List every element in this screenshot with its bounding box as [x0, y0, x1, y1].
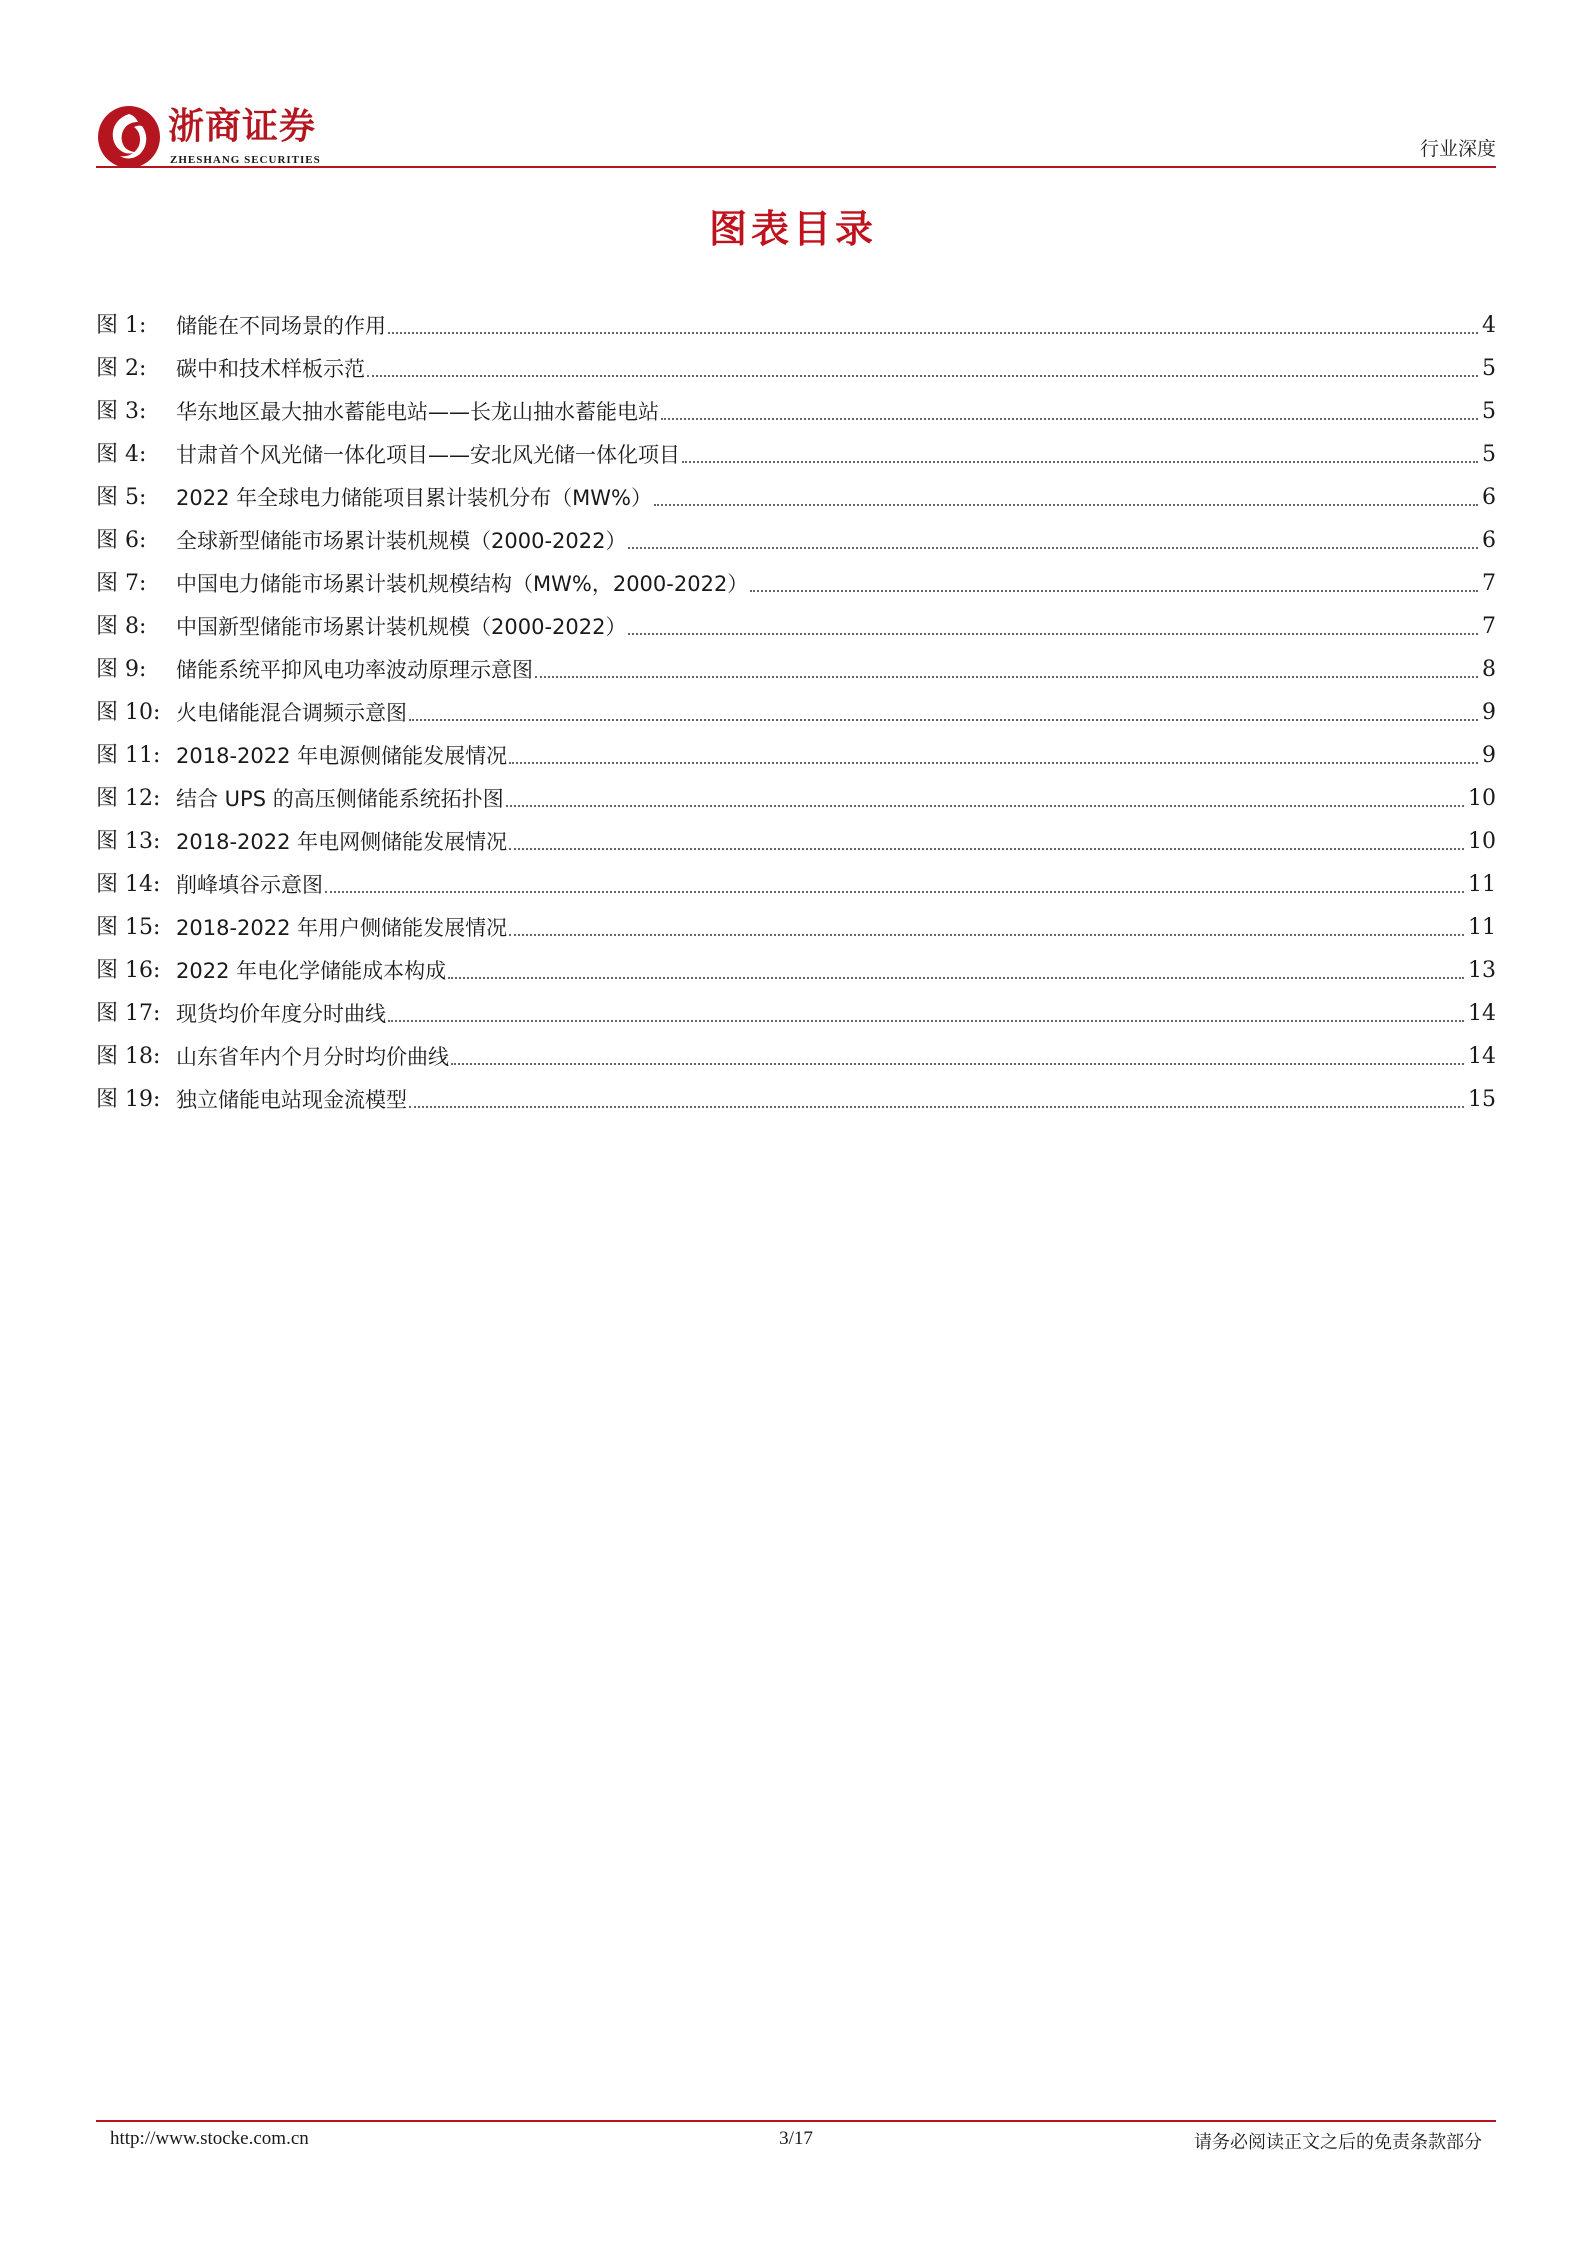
report-type-tag: 行业深度 [1419, 138, 1496, 160]
toc-entry-title: 2018-2022 年用户侧储能发展情况 [176, 916, 508, 940]
toc-entry-label: 图 12: [96, 786, 161, 811]
toc-entry-label: 图 1: [96, 313, 147, 338]
toc-entry-label: 图 3: [96, 399, 147, 424]
toc-entry-label: 图 16: [96, 958, 161, 983]
header-divider [96, 166, 1496, 168]
toc-entry[interactable] [96, 640, 1496, 683]
toc-entry[interactable] [96, 296, 1496, 339]
toc-leader-dots [388, 332, 1478, 334]
toc-leader-dots [367, 375, 1478, 377]
toc-entry-page: 11 [1468, 872, 1496, 897]
toc-entry-title: 2018-2022 年电源侧储能发展情况 [176, 744, 508, 768]
toc-entry-page: 4 [1482, 313, 1496, 338]
toc-leader-dots [509, 762, 1478, 764]
toc-entry-title: 2018-2022 年电网侧储能发展情况 [176, 830, 508, 854]
toc-entry-page: 10 [1468, 786, 1496, 811]
toc-entry-page: 8 [1482, 657, 1496, 682]
toc-leader-dots [448, 977, 1464, 979]
logo-mark-icon [96, 104, 162, 170]
toc-entry-label: 图 17: [96, 1001, 161, 1026]
toc-entry-label: 图 19: [96, 1087, 161, 1112]
toc-entry-page: 5 [1482, 356, 1496, 381]
toc-leader-dots [654, 504, 1478, 506]
toc-entry[interactable] [96, 468, 1496, 511]
toc-leader-dots [409, 1106, 1464, 1108]
page-header [96, 96, 1496, 170]
toc-entry-page: 7 [1482, 614, 1496, 639]
toc-entry[interactable] [96, 941, 1496, 984]
toc-entry-title: 2022 年全球电力储能项目累计装机分布（MW%） [176, 486, 652, 510]
toc-entry-page: 11 [1468, 915, 1496, 940]
toc-entry[interactable] [96, 812, 1496, 855]
logo-chinese-name: 浙商证券 [168, 106, 317, 147]
toc-entry-title: 碳中和技术样板示范 [176, 357, 365, 381]
toc-title: 图表目录 [708, 207, 877, 251]
toc-leader-dots [628, 633, 1478, 635]
toc-entry-page: 14 [1468, 1044, 1496, 1069]
toc-entry-page: 6 [1482, 485, 1496, 510]
toc-entry-label: 图 7: [96, 571, 147, 596]
toc-leader-dots [661, 418, 1478, 420]
toc-entry-title: 中国电力储能市场累计装机规模结构（MW%，2000-2022） [176, 572, 749, 596]
toc-entry-page: 14 [1468, 1001, 1496, 1026]
footer-page-number: 3/17 [779, 2128, 813, 2149]
toc-entry-title: 2022 年电化学储能成本构成 [176, 959, 447, 983]
toc-leader-dots [509, 934, 1464, 936]
toc-entry[interactable] [96, 425, 1496, 468]
toc-leader-dots [506, 805, 1464, 807]
footer-disclaimer: 请务必阅读正文之后的免责条款部分 [1194, 2132, 1482, 2153]
toc-entry-label: 图 2: [96, 356, 147, 381]
toc-entry[interactable] [96, 898, 1496, 941]
toc-entry[interactable] [96, 339, 1496, 382]
toc-entry-label: 图 14: [96, 872, 161, 897]
toc-entry[interactable] [96, 554, 1496, 597]
toc-entry-label: 图 11: [96, 743, 161, 768]
toc-entry-label: 图 9: [96, 657, 147, 682]
toc-leader-dots [325, 891, 1464, 893]
toc-entry-label: 图 15: [96, 915, 161, 940]
toc-entry-title: 山东省年内个月分时均价曲线 [176, 1045, 449, 1069]
toc-entry[interactable] [96, 597, 1496, 640]
toc-entry-page: 9 [1482, 743, 1496, 768]
toc-entry-page: 6 [1482, 528, 1496, 553]
toc-entry-page: 9 [1482, 700, 1496, 725]
logo-english-name: ZHESHANG SECURITIES [170, 154, 321, 166]
toc-entry-page: 5 [1482, 399, 1496, 424]
toc-entry-title: 现货均价年度分时曲线 [176, 1002, 386, 1026]
toc-leader-dots [535, 676, 1478, 678]
toc-entry[interactable] [96, 984, 1496, 1027]
toc-entry-page: 13 [1468, 958, 1496, 983]
toc-entry-page: 10 [1468, 829, 1496, 854]
toc-entry-title: 中国新型储能市场累计装机规模（2000-2022） [176, 615, 627, 639]
toc-entry-title: 火电储能混合调频示意图 [176, 701, 407, 725]
toc-leader-dots [628, 547, 1478, 549]
page-footer [96, 2128, 1496, 2158]
toc-leader-dots [750, 590, 1478, 592]
toc-entry-title: 结合 UPS 的高压侧储能系统拓扑图 [176, 787, 504, 811]
toc-leader-dots [451, 1063, 1464, 1065]
toc-entry-title: 削峰填谷示意图 [176, 873, 323, 897]
toc-entry-page: 7 [1482, 571, 1496, 596]
toc-leader-dots [409, 719, 1478, 721]
toc-entry-label: 图 10: [96, 700, 161, 725]
toc-entry-title: 独立储能电站现金流模型 [176, 1088, 407, 1112]
footer-divider [96, 2120, 1496, 2122]
footer-website-link[interactable]: http://www.stocke.com.cn [110, 2128, 309, 2149]
toc-entry-label: 图 5: [96, 485, 147, 510]
toc-entry-label: 图 6: [96, 528, 147, 553]
toc-leader-dots [509, 848, 1464, 850]
toc-entry-label: 图 13: [96, 829, 161, 854]
toc-entry-title: 储能系统平抑风电功率波动原理示意图 [176, 658, 533, 682]
toc-entry[interactable] [96, 726, 1496, 769]
toc-entry-label: 图 18: [96, 1044, 161, 1069]
toc-leader-dots [388, 1020, 1464, 1022]
toc-entry[interactable] [96, 1027, 1496, 1070]
toc-entry[interactable] [96, 382, 1496, 425]
toc-entry[interactable] [96, 511, 1496, 554]
figure-toc-list [96, 296, 1496, 1113]
toc-entry[interactable] [96, 1070, 1496, 1113]
toc-entry-title: 甘肃首个风光储一体化项目——安北风光储一体化项目 [176, 443, 680, 467]
toc-entry-label: 图 8: [96, 614, 147, 639]
toc-entry-label: 图 4: [96, 442, 147, 467]
toc-entry-title: 华东地区最大抽水蓄能电站——长龙山抽水蓄能电站 [176, 400, 659, 424]
company-logo [96, 104, 331, 170]
toc-entry-title: 全球新型储能市场累计装机规模（2000-2022） [176, 529, 627, 553]
toc-entry-title: 储能在不同场景的作用 [176, 314, 386, 338]
toc-entry-page: 5 [1482, 442, 1496, 467]
toc-entry[interactable] [96, 683, 1496, 726]
toc-entry[interactable] [96, 855, 1496, 898]
toc-entry-page: 15 [1468, 1087, 1496, 1112]
toc-leader-dots [682, 461, 1478, 463]
toc-entry[interactable] [96, 769, 1496, 812]
